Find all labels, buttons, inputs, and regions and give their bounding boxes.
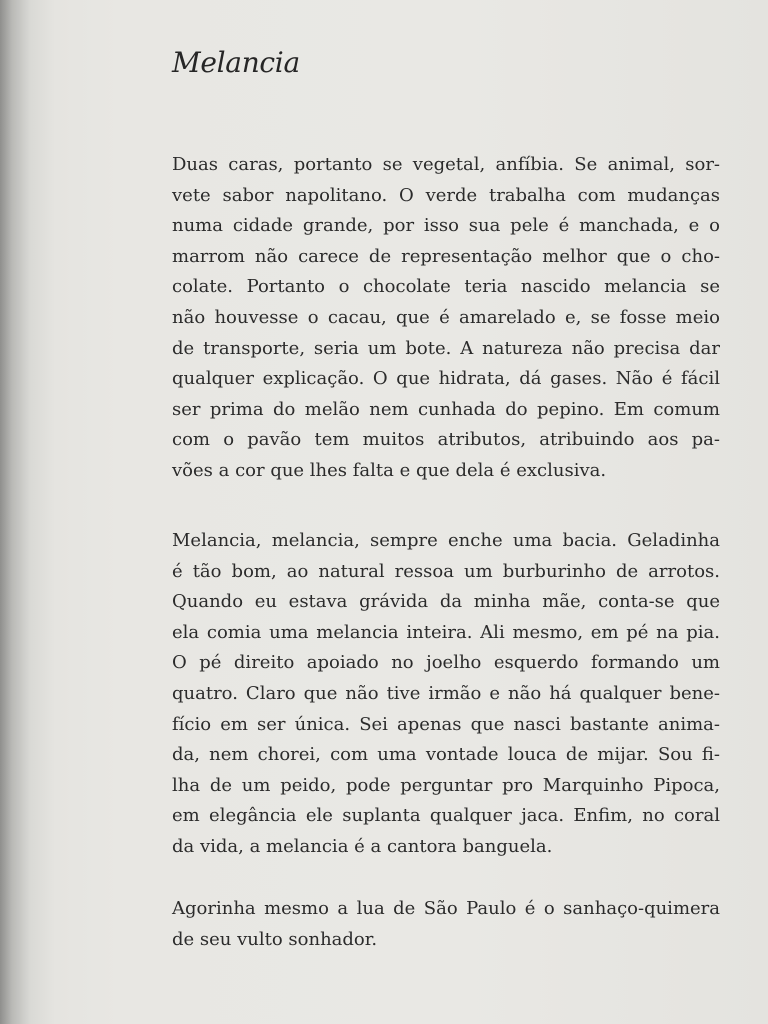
text-line: quatro. Claro que não tive irmão e não há qualquer bene- [172, 682, 720, 704]
text-line: não houvesse o cacau, que é amarelado e, se fosse meio [172, 306, 720, 328]
paragraph-1 [172, 150, 720, 487]
text-line: de seu vulto sonhador. [172, 928, 378, 950]
text-line: ela comia uma melancia inteira. Ali mesmo, em pé na pia. [172, 621, 720, 643]
text-line: da, nem chorei, com uma vontade louca de mijar. Sou fi- [172, 744, 720, 766]
text-line: marrom não carece de representação melhor que o cho- [172, 245, 720, 267]
text-line: fício em ser única. Sei apenas que nasci bastante anima- [172, 713, 720, 735]
text-line: com o pavão tem muitos atributos, atribuindo aos pa- [172, 429, 720, 451]
text-line: em elegância ele suplanta qualquer jaca. Enfim, no coral [172, 805, 720, 827]
page-title: Melancia [172, 46, 300, 79]
text-line: colate. Portanto o chocolate teria nascido melancia se [172, 276, 720, 298]
text-line: Quando eu estava grávida da minha mãe, conta-se que [172, 591, 720, 613]
text-line: vões a cor que lhes falta e que dela é exclusiva. [172, 459, 607, 481]
paragraph-2 [172, 526, 720, 863]
text-line: qualquer explicação. O que hidrata, dá gases. Não é fácil [172, 368, 720, 390]
text-line: da vida, a melancia é a cantora banguela. [172, 835, 553, 857]
text-line: é tão bom, ao natural ressoa um burburinho de arrotos. [172, 560, 720, 582]
text-line: O pé direito apoiado no joelho esquerdo formando um [172, 652, 720, 674]
text-line: numa cidade grande, por isso sua pele é manchada, e o [172, 215, 720, 237]
paragraph-3 [172, 894, 720, 955]
text-line: Melancia, melancia, sempre enche uma bacia. Geladinha [172, 530, 720, 551]
text-line: Duas caras, portanto se vegetal, anfíbia. Se animal, sor- [172, 154, 720, 175]
text-line: vete sabor napolitano. O verde trabalha com mudanças [172, 184, 720, 206]
text-line: de transporte, seria um bote. A natureza não precisa dar [172, 337, 720, 359]
text-line: Agorinha mesmo a lua de São Paulo é o sanhaço-quimera [172, 898, 720, 919]
text-line: ser prima do melão nem cunhada do pepino. Em comum [172, 398, 720, 420]
text-line: lha de um peido, pode perguntar pro Marquinho Pipoca, [172, 774, 720, 796]
